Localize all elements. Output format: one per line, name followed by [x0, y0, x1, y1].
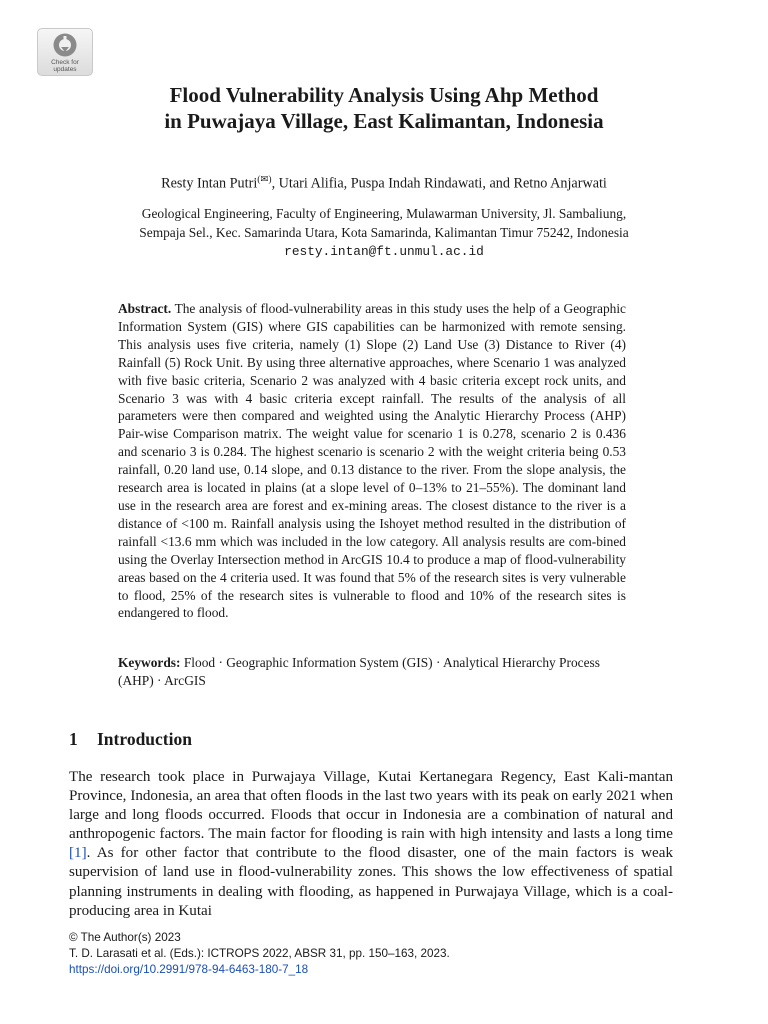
affiliation-line-2: Sempaja Sel., Kec. Samarinda Utara, Kota Samarinda, Kalimantan Timur 75242, Indonesia [139, 224, 629, 240]
doi-link[interactable]: https://doi.org/10.2991/978-94-6463-180-7_18 [69, 963, 309, 977]
intro-text-2: . As for other factor that contribute to the flood disaster, one of the main factors is weak supervision of land use in flood-vulnerability zones. This shows the low effectiveness of spatial planning instruments in dealing with flooding, as happened in Purwajaya Village, which is a coal-producing area in Kutai [69, 845, 673, 919]
abstract-label: Abstract. [118, 301, 172, 316]
citation-link[interactable]: [1] [69, 845, 87, 862]
other-authors: , Utari Alifia, Puspa Indah Rindawati, and Retno Anjarwati [271, 175, 607, 192]
check-for-updates-icon [52, 32, 78, 58]
badge-label: Check for updates [51, 59, 79, 73]
paper-title [0, 82, 768, 134]
affiliation [0, 205, 768, 242]
abstract [118, 300, 626, 622]
intro-text-1: The research took place in Purwajaya Village, Kutai Kertanegara Regency, East Kali-mantan Province, Indonesia, an area that often floods in the last two years with its peak on early 2021 when large and long floods occurred. Floods that occur in Indonesia are a combination of natural and anthropogenic factors. The main factor for flooding is rain with high intensity and lasts a long time [69, 769, 673, 843]
affiliation-line-1: Geological Engineering, Faculty of Engineering, Mulawarman University, Jl. Sambaliung, [141, 206, 627, 221]
title-line-2: in Puwajaya Village, East Kalimantan, Indonesia [164, 109, 604, 133]
section-heading [69, 729, 192, 750]
corresponding-author-mark: (✉) [257, 175, 272, 185]
intro-paragraph [69, 768, 673, 921]
copyright: © The Author(s) 2023 [69, 931, 181, 944]
title-line-1: Flood Vulnerability Analysis Using Ahp Method [169, 83, 599, 107]
section-number: 1 [69, 729, 78, 749]
keywords-text: Flood · Geographic Information System (GIS) · Analytical Hierarchy Process (AHP) · ArcGIS [118, 655, 600, 688]
keywords-label: Keywords: [118, 655, 181, 670]
abstract-text: The analysis of flood-vulnerability areas in this study uses the help of a Geographic Information System (GIS) where GIS capabilities can be harmonized with remote sensing. This analysis uses five criteria, namely (1) Slope (2) Land Use (3) Distance to River (4) Rainfall (5) Rock Unit. By using three alternative approaches, where Scenario 1 was analyzed with five basic criteria, Scenario 2 was analyzed with 4 basic criteria except rock units, and Scenario 3 was with 4 basic criteria except rainfall. The results of the analysis of all parameters were then compared and weighted using the Analytic Hierarchy Process (AHP) Pair-wise Comparison matrix. The weight value for scenario 1 is 0.278, scenario 2 is 0.436 and scenario 3 is 0.284. The highest scenario is scenario 2 with the weight criteria being 0.53 rainfall, 0.20 land use, 0.14 slope, and 0.13 distance to the river. From the slope analysis, the research area is located in plains (at a slope level of 0–13% to 21–55%). The dominant land use in the research area are forest and ex-mining areas. The closest distance to the river is a distance of <100 m. Rainfall analysis using the Ishoyet method resulted in the distribution of rainfall <13.6 mm which was included in the low category. All analysis results are com-bined using the Overlay Intersection method in ArcGIS 10.4 to produce a map of flood-vulnerability areas based on the 4 criteria used. It was found that 5% of the research sites is very vulnerable to flood, 25% of the research sites is vulnerable to flood and 10% of the research sites is endangered to flood. [118, 301, 626, 621]
section-title: Introduction [97, 729, 192, 749]
citation: T. D. Larasati et al. (Eds.): ICTROPS 2022, ABSR 31, pp. 150–163, 2023. [69, 947, 450, 961]
footer [69, 930, 450, 979]
keywords [118, 654, 626, 690]
author-email[interactable]: resty.intan@ft.unmul.ac.id [284, 244, 484, 259]
check-for-updates-badge[interactable] [37, 28, 93, 76]
first-author: Resty Intan Putri [161, 175, 258, 192]
author-list [0, 174, 768, 193]
